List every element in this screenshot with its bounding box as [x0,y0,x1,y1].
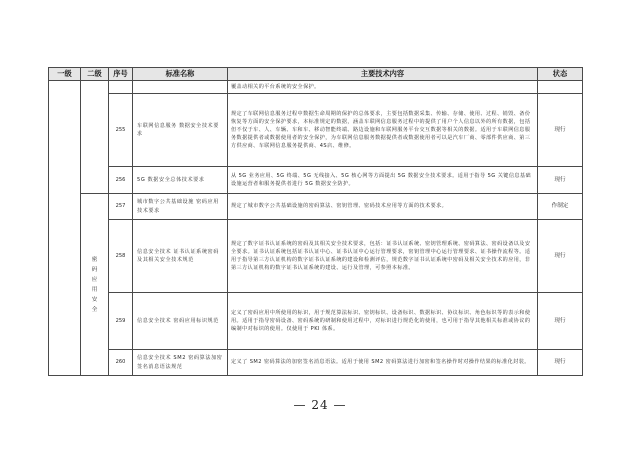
header-level2: 二级 [81,68,109,81]
serial-cell: 259 [109,293,133,350]
level2-group-label: 密码应用安全 [81,194,109,376]
table-row [49,350,583,376]
content-cell: 规定了城市数字公共基础设施的密码算法、密钥管理、密码技术应用等方面的技术要求。 [228,194,538,220]
name-cell: 信息安全技术 密码应用标识规范 [133,293,228,350]
content-cell: 规定了数字证书认证系统的密码及其相关安全技术要求，包括：证书认证系统、密钥管理系统、密码算法、密码设备以及安全要求。证书认证系统包括证书认证中心、证书认证中心运行管理要求，密钥管理中心运行管理要求、证书操作流程等。适用于指导第三方认证机构的数字证书认证系统的建设和检测评估，规范数字证书认证系统中密码及相关安全技术的应用，非第三方认证机构的数字证书认证系统的建设、运行及管理，可参照本标准。 [228,220,538,293]
table-row [49,167,583,194]
name-cell: 5G 数据安全总体技术要求 [133,167,228,194]
status-cell [538,81,583,94]
table-header-row [49,68,583,81]
content-cell: 从 5G 业务应用、5G 终端、5G 无线接入、5G 核心网等方面提出 5G 数据安全技术要求。适用于指导 5G 关键信息基础设施运营者和服务提供者进行 5G 数据安全防护。 [228,167,538,194]
level1-cell [49,81,81,376]
content-cell: 覆盖动相关的平台系统的安全保护。 [228,81,538,94]
serial-cell: 255 [109,94,133,167]
header-level1: 一级 [49,68,81,81]
content-cell: 规定了车联网信息服务过程中数据生命周期的保护的总体要求，主要包括数据采集、传输、存储、使用、过程、销毁、备份恢复等方面的安全保护要求，本标准规定的数据，涵盖车联网信息服务过程中的提供了用户个人信息以外的所有数据，包括但不仅于车、人、车辆、车和车、移动智能终端、路边设施和车联网服务平台交互数据等相关的数据。适用于车联网信息服务数据提供者或数据使用者的安全保护，为车联网信息服务数据提供者或数据使用者可以是汽车厂商、零部件供应商、第三方供应商、车联网信息服务提供商、4S店、维修。 [228,94,538,167]
standards-table [48,67,583,376]
status-cell: 作制定 [538,194,583,220]
serial-cell: 256 [109,167,133,194]
header-standard-name: 标准名称 [133,68,228,81]
page-number: — 24 — [293,398,347,412]
table-row [49,194,583,220]
content-cell: 定义了密码应用中所使用的标识，用于规范算法标识、密钥标识、设备标识、数据标识、协议标识、角色标识等的表示和使用。适用于指导密码设备、密码系统的研制和使用过程中，对标识进行规范化的使用，也可用于指导其他相关标准或协议的编制中对标识的使用。仅使用于 PKI 体系。 [228,293,538,350]
header-serial: 序号 [109,68,133,81]
table-row [49,293,583,350]
header-main-content: 主要技术内容 [228,68,538,81]
status-cell: 现行 [538,293,583,350]
serial-cell: 258 [109,220,133,293]
name-cell: 城市数字公共基础设施 密码应用技术要求 [133,194,228,220]
serial-cell: 257 [109,194,133,220]
status-cell: 现行 [538,220,583,293]
serial-cell: 260 [109,350,133,376]
status-cell: 现行 [538,350,583,376]
name-cell: 信息安全技术 SM2 密码算法加密签名消息语法规范 [133,350,228,376]
status-cell: 现行 [538,167,583,194]
content-cell: 定义了 SM2 密码算法的加密签名消息语法。适用于使用 SM2 密码算法进行加密和签名操作时对操作结果的标准化封装。 [228,350,538,376]
serial-cell [109,81,133,94]
name-cell: 信息安全技术 证书认证系统密码及其相关安全技术规范 [133,220,228,293]
name-cell: 车联网信息服务 数据安全技术要求 [133,94,228,167]
status-cell: 现行 [538,94,583,167]
name-cell [133,81,228,94]
table-row [49,220,583,293]
header-status: 状态 [538,68,583,81]
level2-cell-empty [81,81,109,194]
table-row-continued [49,81,583,94]
table-row [49,94,583,167]
